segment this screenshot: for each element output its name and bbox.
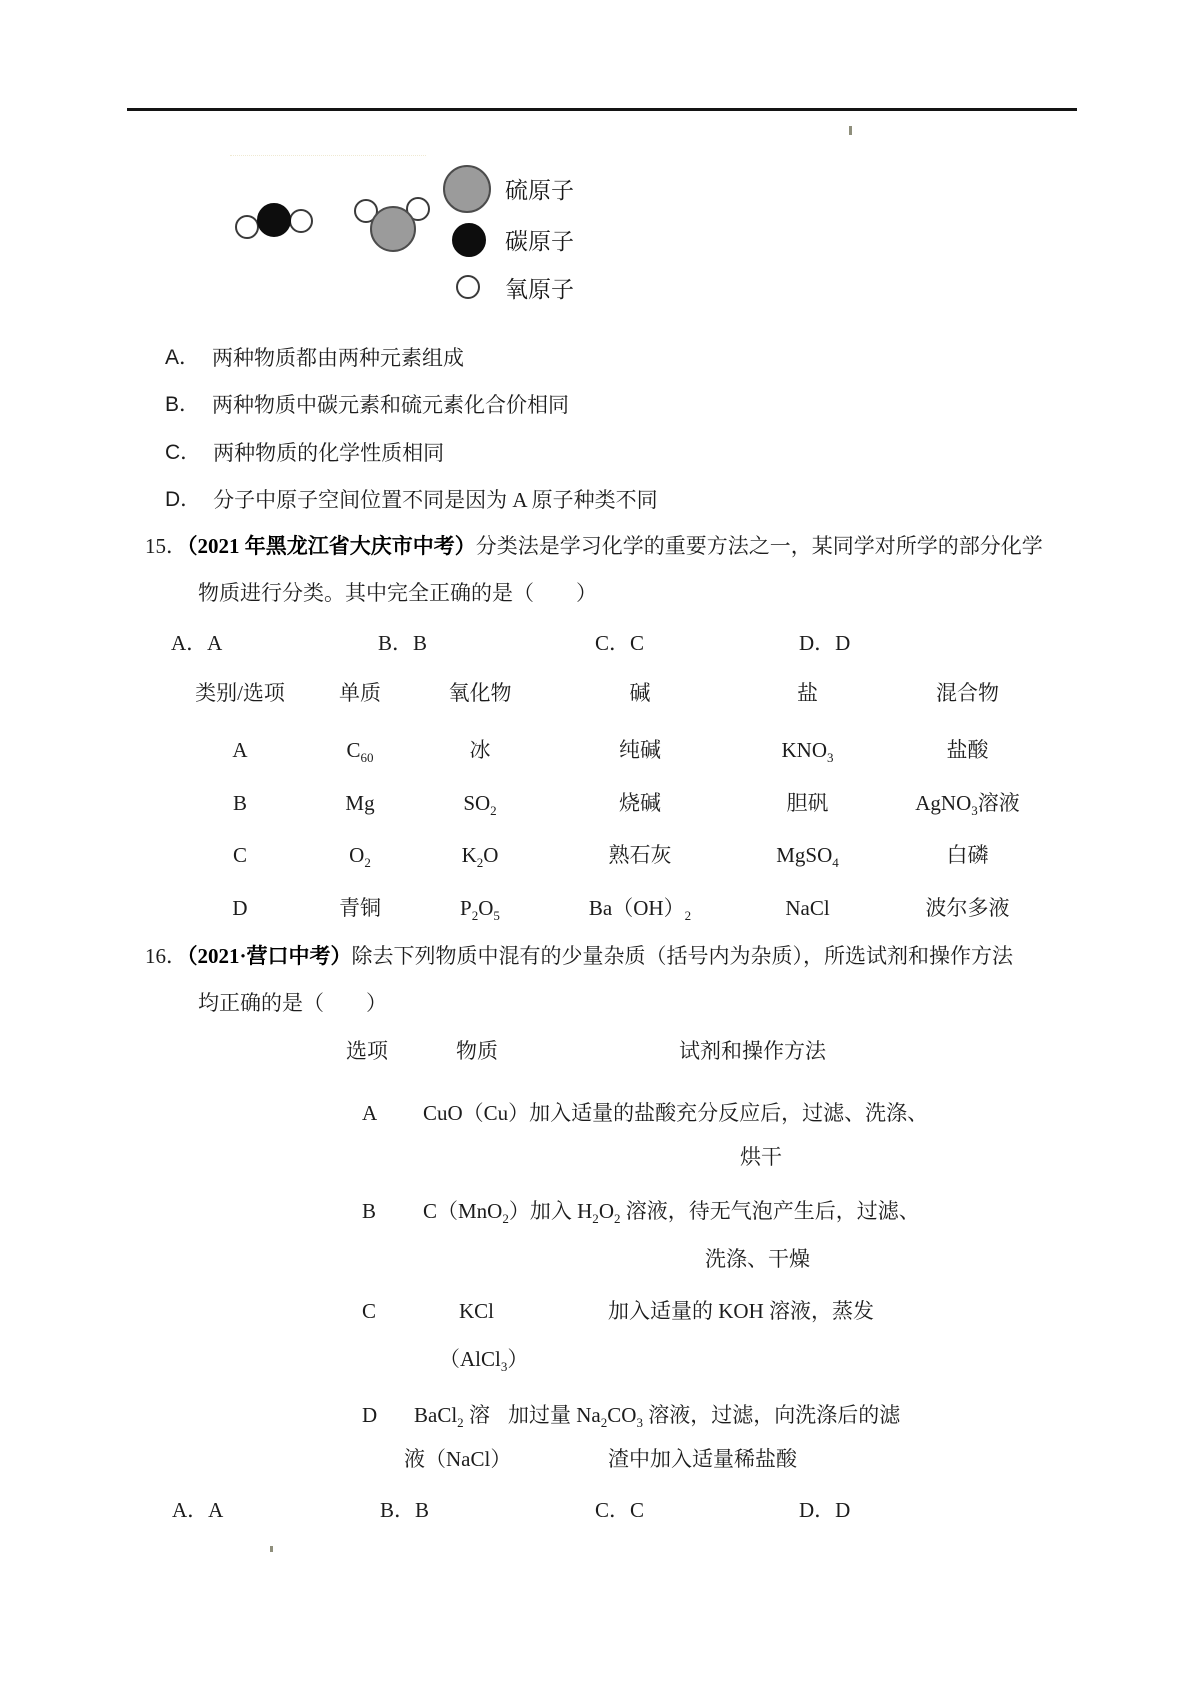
q16-option-b: B．B	[380, 1498, 430, 1522]
oxygen-atom-icon	[456, 275, 480, 299]
table-cell: $Ba(OH)_2$	[588, 896, 692, 924]
oxygen-atom-icon	[235, 215, 259, 239]
table-cell: A	[232, 738, 248, 762]
question-source: （2021 年黑龙江省大庆市中考）	[187, 534, 476, 558]
table-cell: 白磷	[946, 843, 989, 867]
scan-artifact-dotted-line	[230, 155, 426, 156]
scan-artifact-top-tick	[849, 126, 852, 135]
table-cell: $O_2$	[349, 843, 371, 871]
carbon-atom-icon	[452, 223, 486, 257]
option-row-d	[165, 487, 658, 513]
q16-option-c: C．C	[595, 1498, 645, 1522]
question-number: 15．	[145, 534, 187, 558]
option-text: 两种物质都由两种元素组成	[212, 346, 465, 370]
q16-option-a: A．A	[172, 1498, 224, 1522]
table-header-cell: 碱	[629, 681, 651, 705]
table-cell: 胆矾	[786, 791, 829, 815]
table-cell: B	[232, 791, 247, 815]
table-cell-option: A	[362, 1101, 378, 1125]
option-letter: A．	[165, 346, 201, 369]
table-cell-option: D	[362, 1403, 378, 1427]
option-text: 两种物质中碳元素和硫元素化合价相同	[212, 393, 570, 417]
legend-label-sulfur: 硫原子	[505, 178, 574, 203]
table-cell: 青铜	[339, 896, 381, 920]
table-row	[170, 895, 1050, 924]
oxygen-atom-icon	[289, 209, 313, 233]
table-cell: 波尔多液	[925, 896, 1010, 920]
table-header-cell: 氧化物	[448, 681, 512, 705]
table-cell: D	[232, 896, 248, 920]
q16-stem-line1	[145, 943, 1013, 969]
table-cell: Mg	[345, 791, 375, 815]
table-cell: $K_2O$	[461, 843, 499, 871]
option-letter: C．	[165, 441, 202, 464]
table-cell: $KNO_3$	[781, 738, 834, 766]
table-cell-method: C（MnO$_2$）加入 $H_2O_2$ 溶液，待无气泡产生后，过滤、	[423, 1199, 920, 1227]
table-cell: $SO_2$	[463, 791, 497, 819]
sulfur-atom-icon	[443, 165, 491, 213]
option-row-c	[165, 440, 444, 466]
question-source: （2021·营口中考）	[187, 944, 352, 968]
q15-stem-line1	[145, 533, 1043, 559]
table-cell-method: 加过量 $Na_2CO_3$ 溶液，过滤，向洗涤后的滤	[508, 1403, 901, 1431]
question-stem: 除去下列物质中混有的少量杂质（括号内为杂质），所选试剂和操作方法	[351, 944, 1014, 968]
option-row-a	[165, 345, 464, 371]
table-cell: $P_2O_5$	[460, 896, 500, 924]
table-header-cell: 混合物	[936, 681, 999, 705]
table-cell-substance: 液（NaCl）	[404, 1447, 512, 1471]
q15-option-c: C．C	[595, 631, 645, 655]
scan-artifact-bottom-mark	[270, 1546, 273, 1552]
table-cell-option: B	[362, 1199, 377, 1223]
top-divider	[127, 108, 1077, 111]
table-header-cell: 选项	[346, 1039, 388, 1063]
table-cell: 盐酸	[946, 738, 989, 762]
q15-option-b: B．B	[378, 631, 428, 655]
table-cell: 冰	[469, 738, 491, 762]
q15-option-a: A．A	[171, 631, 223, 655]
table-cell: C	[232, 843, 247, 867]
table-cell: 烧碱	[619, 791, 661, 815]
table-header-cell: 单质	[339, 681, 381, 705]
table-cell-option: C	[362, 1299, 377, 1323]
carbon-atom-icon	[257, 203, 291, 237]
table-cell-method: 渣中加入适量稀盐酸	[608, 1447, 797, 1471]
option-letter: D．	[165, 488, 202, 511]
table-cell-substance: BaCl$_2$ 溶	[414, 1403, 490, 1431]
table-cell: $C_{60}$	[346, 738, 374, 766]
option-text: 分子中原子空间位置不同是因为 A 原子种类不同	[213, 488, 658, 512]
table-cell-method: CuO（Cu）加入适量的盐酸充分反应后，过滤、洗涤、	[423, 1101, 929, 1125]
q16-stem-line2: 均正确的是（ ）	[198, 991, 387, 1015]
table-cell-substance: （AlCl$_3$）	[439, 1347, 529, 1375]
table-cell-method: 洗涤、干燥	[705, 1247, 810, 1271]
table-cell: 纯碱	[619, 738, 661, 762]
table-header-cell: 盐	[797, 681, 818, 705]
legend-label-carbon: 碳原子	[505, 229, 574, 254]
table-cell: AgNO$_3$溶液	[915, 791, 1020, 819]
q15-stem-line2: 物质进行分类。其中完全正确的是（ ）	[198, 581, 597, 605]
table-row	[170, 737, 1050, 766]
sulfur-atom-icon	[370, 206, 416, 252]
table-header-cell: 试剂和操作方法	[679, 1039, 826, 1063]
table-header-cell: 物质	[456, 1039, 498, 1063]
question-stem: 分类法是学习化学的重要方法之一，某同学对所学的部分化学	[475, 534, 1043, 558]
question-number: 16．	[145, 944, 187, 968]
table-cell: NaCl	[785, 896, 830, 920]
q15-option-d: D．D	[799, 631, 851, 655]
option-text: 两种物质的化学性质相同	[213, 441, 445, 465]
table-cell-method: 加入适量的 KOH 溶液，蒸发	[608, 1299, 874, 1323]
option-letter: B．	[165, 393, 201, 416]
table-row	[170, 842, 1050, 871]
table-cell: 熟石灰	[608, 843, 672, 867]
table-header-row	[170, 680, 1050, 706]
table-cell: MgSO$_4$	[776, 843, 839, 871]
table-header-cell: 类别/选项	[195, 681, 285, 705]
q16-option-d: D．D	[799, 1498, 851, 1522]
table-row	[170, 790, 1050, 819]
table-cell-method: 烘干	[740, 1145, 782, 1169]
option-row-b	[165, 392, 569, 418]
table-cell-substance: KCl	[459, 1299, 495, 1323]
legend-label-oxygen: 氧原子	[505, 277, 574, 302]
